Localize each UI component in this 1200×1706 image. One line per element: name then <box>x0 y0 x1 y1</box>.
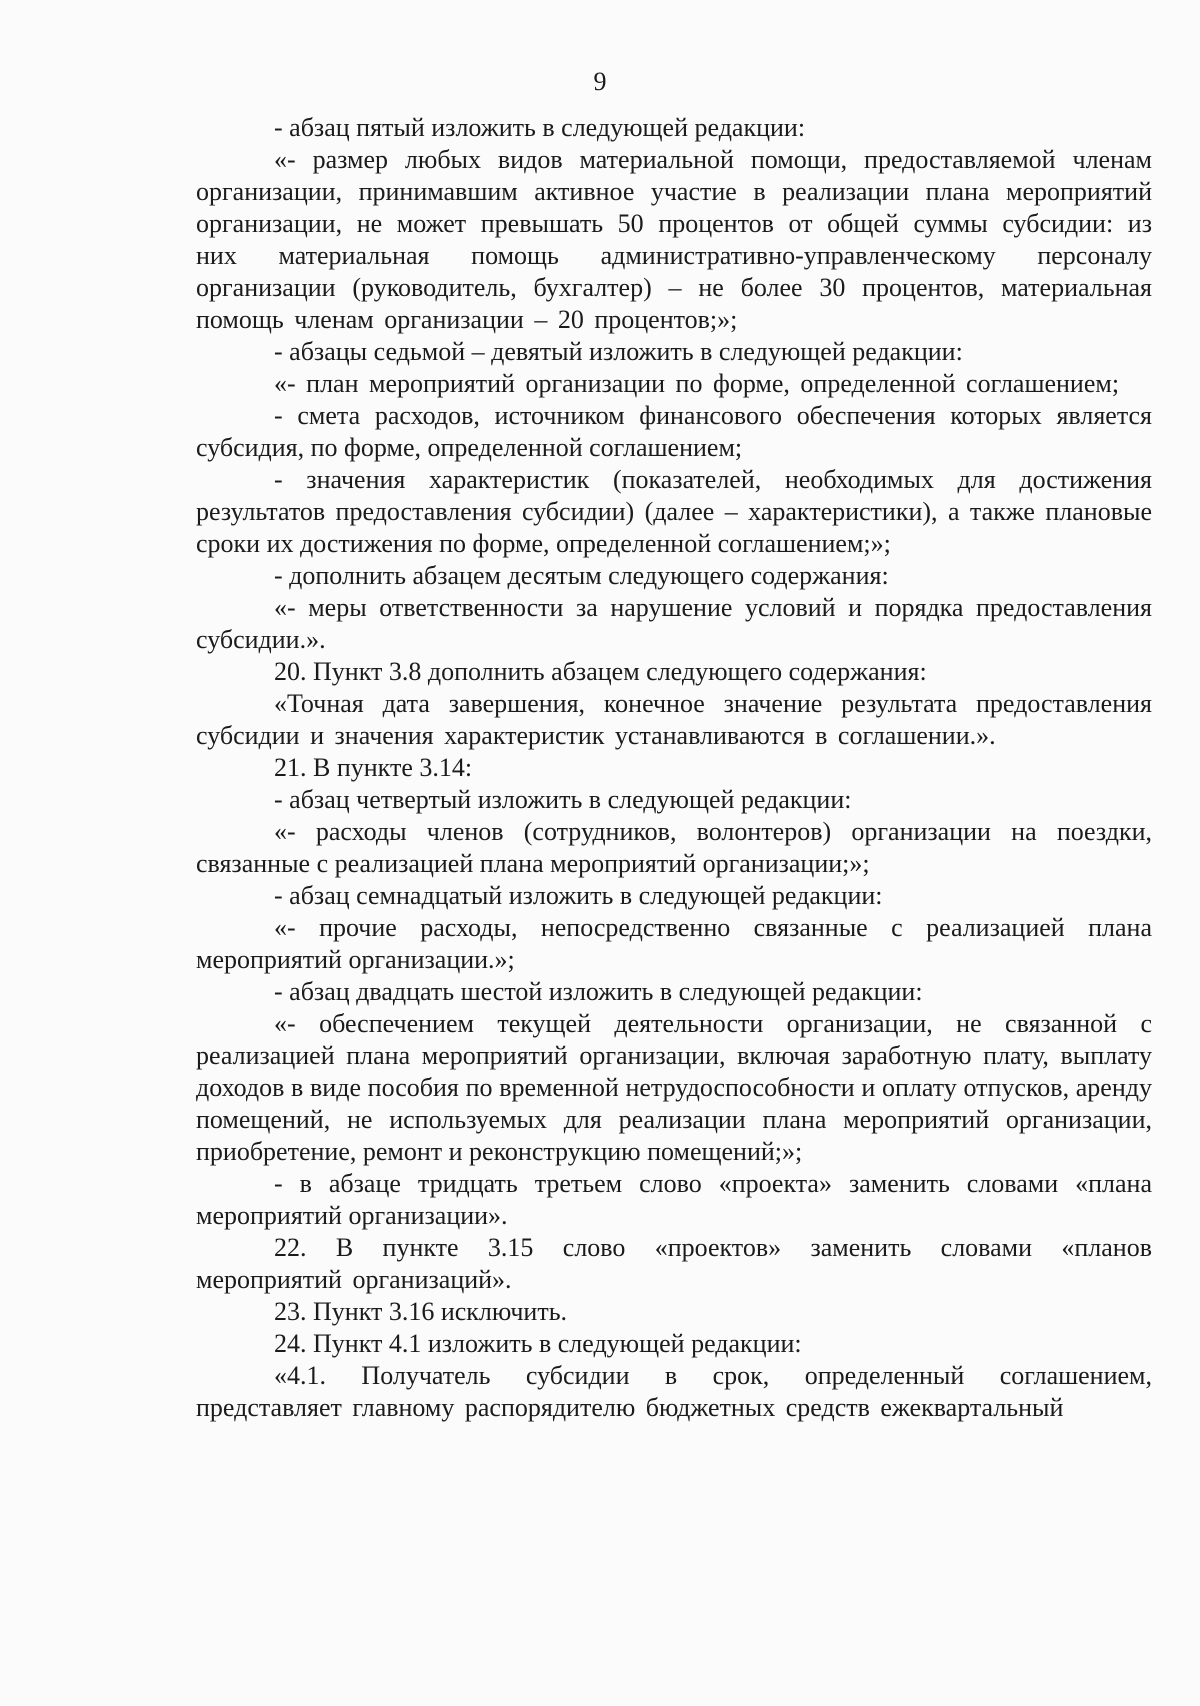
paragraph: 23. Пункт 3.16 исключить. <box>274 1297 568 1326</box>
page-number: 9 <box>593 67 607 96</box>
paragraph: 21. В пункте 3.14: <box>274 753 473 782</box>
paragraph: - абзац двадцать шестой изложить в следующей редакции: <box>274 977 923 1006</box>
paragraph: 24. Пункт 4.1 изложить в следующей редакции: <box>274 1329 802 1358</box>
paragraph: 20. Пункт 3.8 дополнить абзацем следующего содержания: <box>274 657 927 686</box>
paragraph: 22. В пункте 3.15 слово «проектов» заменить словами «планов мероприятий организаций». <box>196 1233 1152 1294</box>
paragraph: - абзац пятый изложить в следующей редакции: <box>274 113 806 142</box>
paragraph: «Точная дата завершения, конечное значение результата предоставления субсидии и значения характеристик устанавливаются в соглашении.». <box>196 689 1152 750</box>
paragraph: - в абзаце тридцать третьем слово «проекта» заменить словами «плана мероприятий организации». <box>196 1169 1152 1230</box>
paragraph: «- план мероприятий организации по форме, определенной соглашением; <box>274 369 1120 398</box>
paragraph: «- расходы членов (сотрудников, волонтеров) организации на поездки, связанные с реализацией плана мероприятий организации;»; <box>196 817 1152 878</box>
paragraph: - дополнить абзацем десятым следующего содержания: <box>274 561 889 590</box>
document-body <box>196 112 1152 1424</box>
paragraph: - абзац четвертый изложить в следующей редакции: <box>274 785 852 814</box>
paragraph: «- обеспечением текущей деятельности организации, не связанной с реализацией плана мероприятий организации, включая заработную плату, выплату доходов в виде пособия по временной нетрудоспособности и оплату отпусков, аренду помещений, не используемых для реализации плана мероприятий организации, приобретение, ремонт и реконструкцию помещений;»; <box>196 1009 1152 1166</box>
paragraph: «4.1. Получатель субсидии в срок, определенный соглашением, представляет главному распорядителю бюджетных средств ежеквартальный <box>196 1361 1152 1422</box>
paragraph: «- меры ответственности за нарушение условий и порядка предоставления субсидии.». <box>196 593 1152 654</box>
paragraph: - значения характеристик (показателей, необходимых для достижения результатов предоставления субсидии) (далее – характеристики), а также плановые сроки их достижения по форме, определенной соглашением;»; <box>196 465 1152 558</box>
paragraph: «- размер любых видов материальной помощи, предоставляемой членам организации, принимавшим активное участие в реализации плана мероприятий организации, не может превышать 50 процентов от общей суммы субсидии: из них материальная помощь административно-управленческому персоналу организации (руководитель, бухгалтер) – не более 30 процентов, материальная помощь членам организации – 20 процентов;»; <box>196 145 1152 334</box>
paragraph: «- прочие расходы, непосредственно связанные с реализацией плана мероприятий организации.»; <box>196 913 1152 974</box>
paragraph: - абзац семнадцатый изложить в следующей редакции: <box>274 881 883 910</box>
paragraph: - абзацы седьмой – девятый изложить в следующей редакции: <box>274 337 963 366</box>
paragraph: - смета расходов, источником финансового обеспечения которых является субсидия, по форме, определенной соглашением; <box>196 401 1152 462</box>
